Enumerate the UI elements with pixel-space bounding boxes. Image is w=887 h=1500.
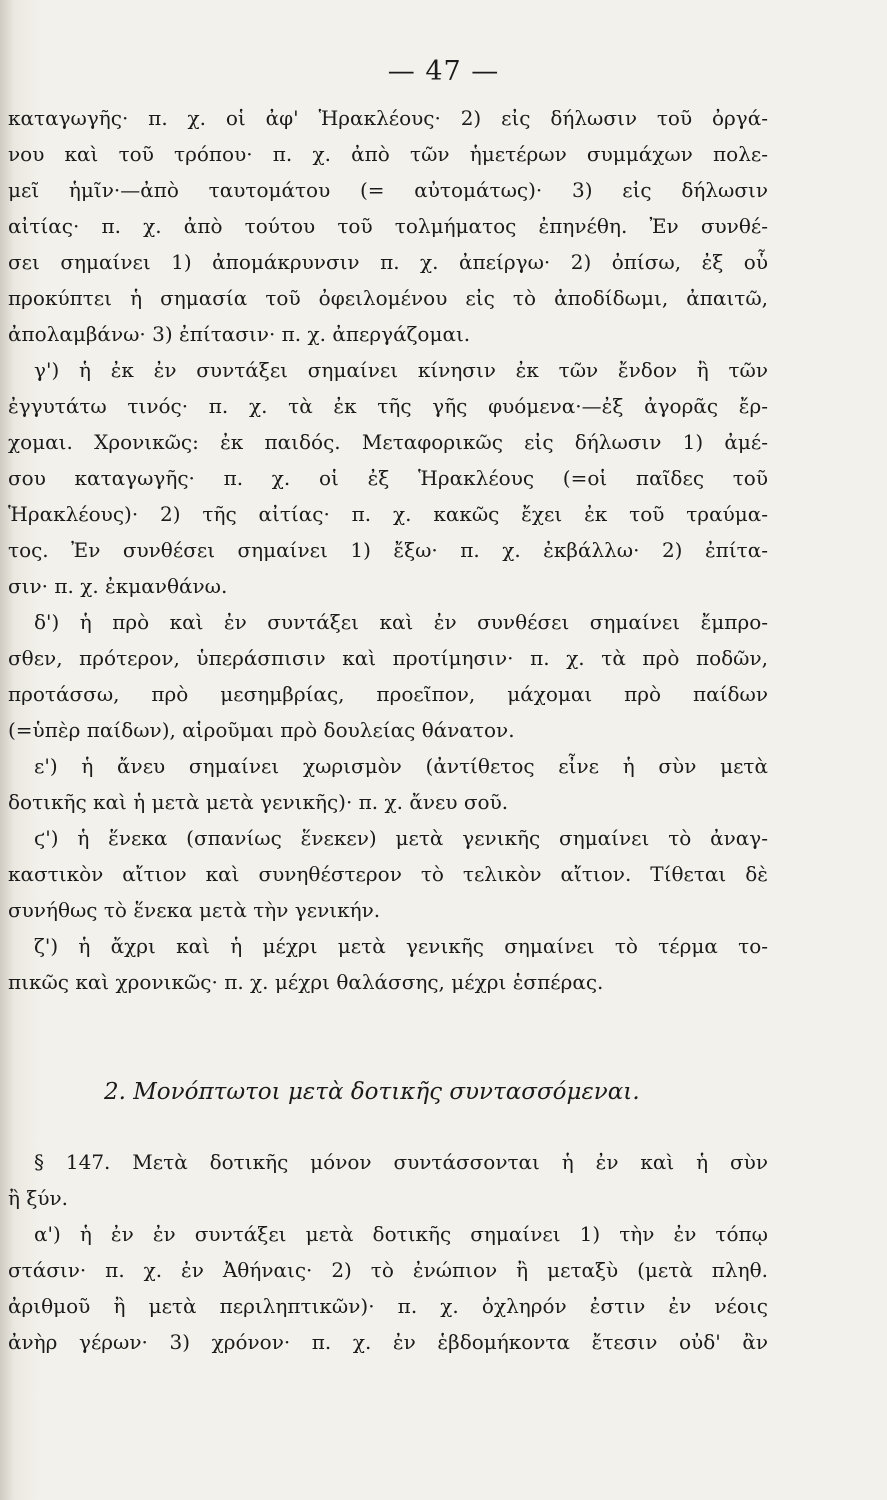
text-line: δοτικῆς καὶ ἡ μετὰ μετὰ γενικῆς)· π. χ. ἄνευ σοῦ.	[8, 790, 509, 814]
text-line: δ') ἡ πρὸ καὶ ἐν συντάξει καὶ ἐν συνθέσει σημαίνει ἔμπρο-	[34, 610, 768, 634]
text-line: (=ὑπὲρ παίδων), αἱροῦμαι πρὸ δουλείας θάνατον.	[8, 718, 515, 742]
text-line: Ἡρακλέους)· 2) τῆς αἰτίας· π. χ. κακῶς ἔχει ἐκ τοῦ τραύμα-	[8, 502, 768, 526]
text-line: αἰτίας· π. χ. ἀπὸ τούτου τοῦ τολμήματος ἐπηνέθη. Ἐν συνθέ-	[8, 214, 768, 238]
text-line: πικῶς καὶ χρονικῶς· π. χ. μέχρι θαλάσσης, μέχρι ἑσπέρας.	[8, 970, 604, 994]
text-line: ε') ἡ ἄνευ σημαίνει χωρισμὸν (ἀντίθετος εἶνε ἡ σὺν μετὰ	[34, 754, 768, 778]
text-line: § 147. Μετὰ δοτικῆς μόνον συντάσσονται ἡ ἐν καὶ ἡ σὺν	[34, 1150, 768, 1174]
section-heading: 2. Μονόπτωτοι μετὰ δοτικῆς συντασσόμεναι.	[104, 1079, 640, 1105]
text-line: ἐγγυτάτω τινός· π. χ. τὰ ἐκ τῆς γῆς φυόμενα·—ἐξ ἀγορᾶς ἔρ-	[8, 394, 768, 418]
text-line: προτάσσω, πρὸ μεσημβρίας, προεῖπον, μάχομαι πρὸ παίδων	[8, 682, 768, 706]
body-text-block-2	[8, 1144, 768, 1360]
text-line: σει σημαίνει 1) ἀπομάκρυνσιν π. χ. ἀπείργω· 2) ὀπίσω, ἐξ οὗ	[8, 250, 768, 274]
text-line: σθεν, πρότερον, ὑπεράσπισιν καὶ προτίμησιν· π. χ. τὰ πρὸ ποδῶν,	[8, 646, 768, 670]
text-line: προκύπτει ἡ σημασία τοῦ ὀφειλομένου εἰς τὸ ἀποδίδωμι, ἀπαιτῶ,	[8, 286, 768, 310]
text-line: χομαι. Χρονικῶς: ἐκ παιδός. Μεταφορικῶς εἰς δήλωσιν 1) ἀμέ-	[8, 430, 768, 454]
text-line: καταγωγῆς· π. χ. οἱ ἀφ' Ἡρακλέους· 2) εἰς δήλωσιν τοῦ ὀργά-	[8, 106, 768, 130]
page-number: — 47 —	[387, 56, 500, 87]
text-line: ϛ') ἡ ἕνεκα (σπανίως ἕνεκεν) μετὰ γενικῆς σημαίνει τὸ ἀναγ-	[34, 826, 768, 850]
text-line: γ') ἡ ἐκ ἐν συντάξει σημαίνει κίνησιν ἐκ τῶν ἔνδον ἢ τῶν	[34, 358, 768, 382]
text-line: ἀνὴρ γέρων· 3) χρόνον· π. χ. ἐν ἑβδομήκοντα ἔτεσιν οὐδ' ἂν	[8, 1330, 768, 1354]
text-line: σου καταγωγῆς· π. χ. οἱ ἐξ Ἡρακλέους (=οἱ παῖδες τοῦ	[8, 466, 768, 490]
text-line: ἀριθμοῦ ἢ μετὰ περιληπτικῶν)· π. χ. ὀχληρόν ἐστιν ἐν νέοις	[8, 1294, 768, 1318]
text-line: α') ἡ ἐν ἐν συντάξει μετὰ δοτικῆς σημαίνει 1) τὴν ἐν τόπῳ	[34, 1222, 768, 1246]
text-line: ζ') ἡ ἄχρι καὶ ἡ μέχρι μετὰ γενικῆς σημαίνει τὸ τέρμα το-	[34, 934, 768, 958]
text-line: ἢ ξύν.	[8, 1186, 69, 1210]
text-line: καστικὸν αἴτιον καὶ συνηθέστερον τὸ τελικὸν αἴτιον. Τίθεται δὲ	[8, 862, 768, 886]
text-line: συνήθως τὸ ἕνεκα μετὰ τὴν γενικήν.	[8, 898, 381, 922]
text-line: σιν· π. χ. ἐκμανθάνω.	[8, 574, 228, 598]
text-line: μεῖ ἡμῖν·—ἀπὸ ταυτομάτου (= αὐτομάτως)· 3) εἰς δήλωσιν	[8, 178, 768, 202]
text-line: στάσιν· π. χ. ἐν Ἀθήναις· 2) τὸ ἐνώπιον ἢ μεταξὺ (μετὰ πληθ.	[8, 1258, 768, 1282]
text-line: ἀπολαμβάνω· 3) ἐπίτασιν· π. χ. ἀπεργάζομαι.	[8, 322, 471, 346]
text-line: τος. Ἐν συνθέσει σημαίνει 1) ἔξω· π. χ. ἐκβάλλω· 2) ἐπίτα-	[8, 538, 768, 562]
body-text-block-1	[8, 100, 768, 1000]
text-line: νου καὶ τοῦ τρόπου· π. χ. ἀπὸ τῶν ἡμετέρων συμμάχων πολε-	[8, 142, 768, 166]
